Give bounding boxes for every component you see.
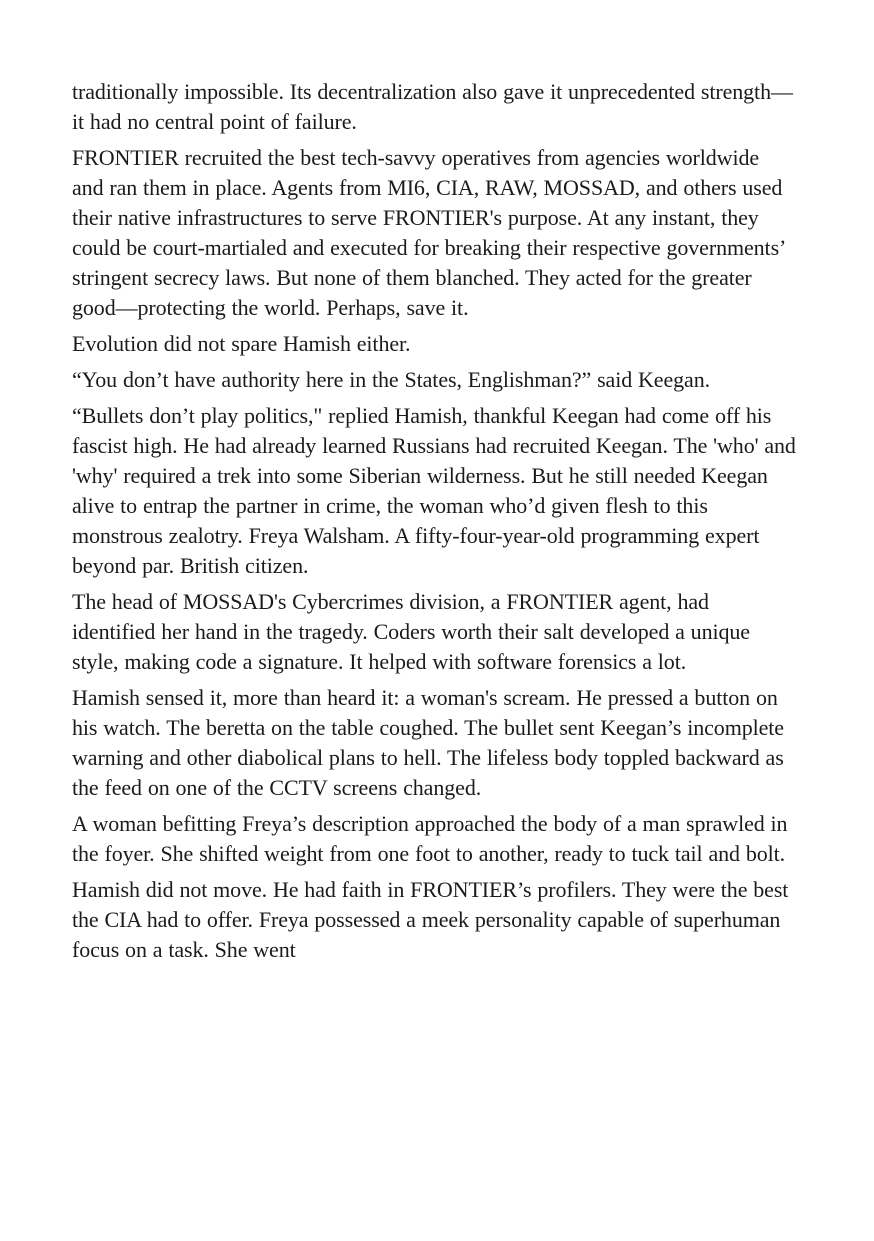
paragraph: Hamish sensed it, more than heard it: a woman's scream. He pressed a button on his watch. The beretta on the table coughed. The bullet sent Keegan’s incomplete warning and other diabolical plans to hell. The lifeless body toppled backward as the feed on one of the CCTV screens changed. bbox=[72, 685, 784, 800]
paragraph: FRONTIER recruited the best tech-savvy operatives from agencies worldwide and ran them in place. Agents from MI6, CIA, RAW, MOSSAD, and others used their native infrastructures to serve FRONTIER's purpose. At any instant, they could be court-martialed and executed for breaking their respective governments’ stringent secrecy laws. But none of them blanched. They acted for the greater good—protecting the world. Perhaps, save it. bbox=[72, 145, 785, 320]
paragraph: The head of MOSSAD's Cybercrimes division, a FRONTIER agent, had identified her hand in the tragedy. Coders worth their salt developed a unique style, making code a signature. It helped with software forensics a lot. bbox=[72, 589, 750, 674]
paragraph: A woman befitting Freya’s description approached the body of a man sprawled in the foyer. She shifted weight from one foot to another, ready to tuck tail and bolt. bbox=[72, 811, 788, 866]
page-text bbox=[72, 77, 796, 965]
paragraph: traditionally impossible. Its decentralization also gave it unprecedented strength—it had no central point of failure. bbox=[72, 79, 793, 134]
paragraph: “Bullets don’t play politics," replied Hamish, thankful Keegan had come off his fascist high. He had already learned Russians had recruited Keegan. The 'who' and 'why' required a trek into some Siberian wilderness. But he still needed Keegan alive to entrap the partner in crime, the woman who’d given flesh to this monstrous zealotry. Freya Walsham. A fifty-four-year-old programming expert beyond par. British citizen. bbox=[72, 403, 796, 578]
paragraph: Hamish did not move. He had faith in FRONTIER’s profilers. They were the best the CIA had to offer. Freya possessed a meek personality capable of superhuman focus on a task. She went bbox=[72, 877, 789, 962]
paragraph: Evolution did not spare Hamish either. bbox=[72, 331, 411, 356]
paragraph: “You don’t have authority here in the States, Englishman?” said Keegan. bbox=[72, 367, 710, 392]
